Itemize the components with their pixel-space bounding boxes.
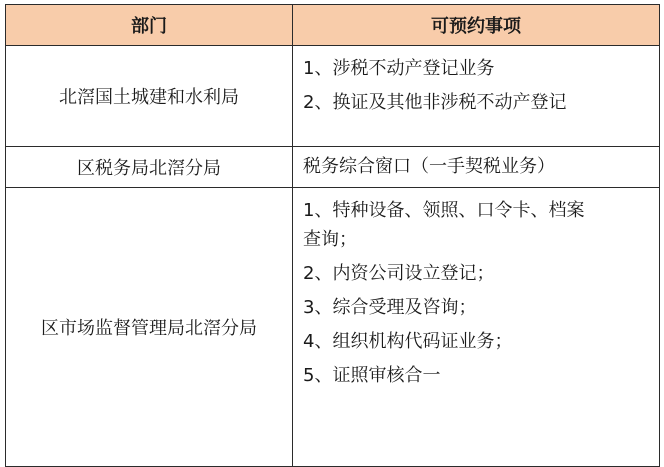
item-line: 5、证照审核合一 <box>303 365 441 386</box>
department-cell: 区税务局北滘分局 <box>6 147 293 188</box>
table-row <box>6 188 660 467</box>
appointment-table-container <box>5 4 659 467</box>
item-line: 2、换证及其他非涉税不动产登记 <box>303 92 567 113</box>
item-line: 3、综合受理及咨询； <box>303 297 477 318</box>
items-cell <box>293 46 660 147</box>
items-cell <box>293 188 660 467</box>
items-cell <box>293 147 660 188</box>
table-row <box>6 147 660 188</box>
header-bookable-items: 可预约事项 <box>293 5 660 46</box>
item-line: 2、内资公司设立登记； <box>303 263 495 284</box>
table-row <box>6 46 660 147</box>
item-line: 1、特种设备、领照、口令卡、档案 <box>303 200 585 221</box>
item-line: 4、组织机构代码证业务； <box>303 331 513 352</box>
item-line-continuation: 查询； <box>303 229 357 250</box>
item-line: 税务综合窗口（一手契税业务） <box>303 156 555 177</box>
item-line: 1、涉税不动产登记业务 <box>303 58 495 79</box>
appointment-table <box>5 4 660 467</box>
table-header-row <box>6 5 660 46</box>
department-cell: 区市场监督管理局北滘分局 <box>6 188 293 467</box>
header-department: 部门 <box>6 5 293 46</box>
department-cell: 北滘国土城建和水利局 <box>6 46 293 147</box>
